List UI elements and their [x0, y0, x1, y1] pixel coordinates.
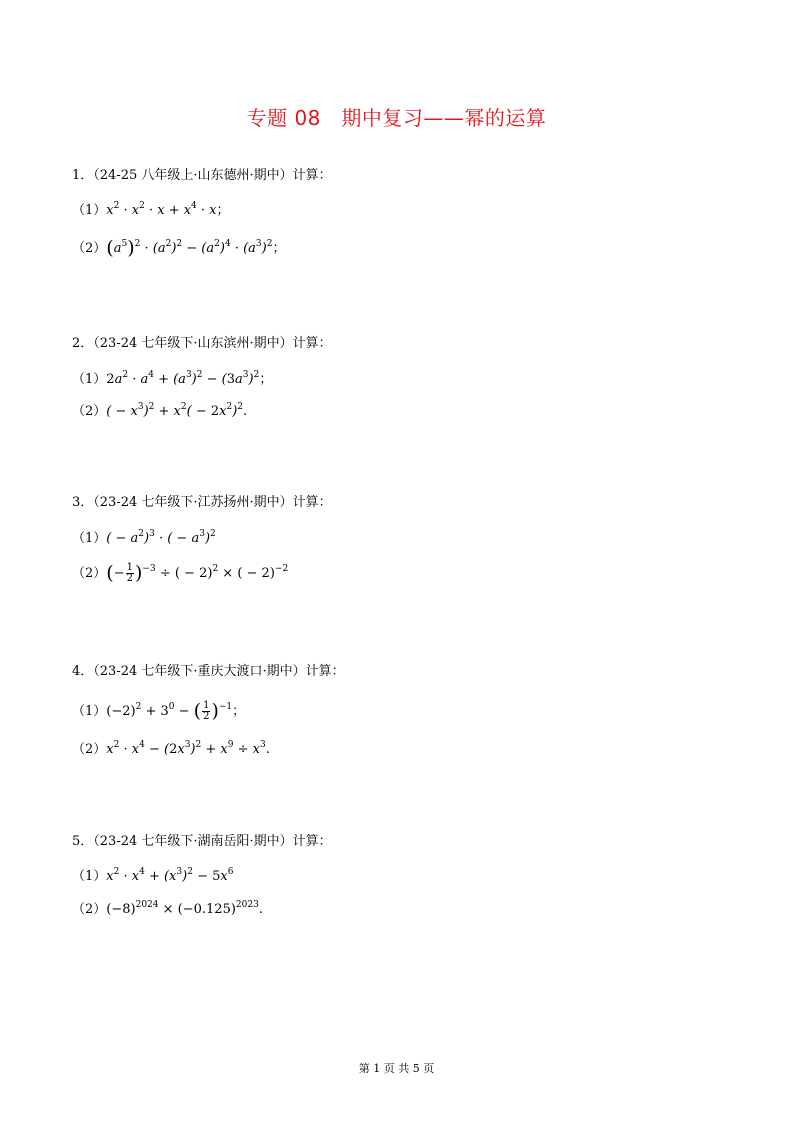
question-2-part-2: $(2)( - x^3)^2 + x^2( - 2x^2)^2$. — [72, 402, 248, 419]
part-label: （1） — [72, 372, 107, 387]
question-2-part-1: $(1)2a^2 \cdot a^4 + (a^3)^2 - (3a^3)^2$； — [72, 370, 273, 387]
question-3-part-1 — [72, 527, 216, 546]
part-label: （1） — [72, 531, 107, 546]
question-4-header: 4．（23-24 七年级下·重庆大渡口·期中）计算： — [72, 664, 345, 679]
part-label: （2） — [72, 742, 107, 757]
formula: ( − $x^3)^2 + x^2( - 2x^2)^2$ — [106, 402, 244, 419]
page-title: 专题 08 期中复习——幂的运算 — [246, 106, 547, 130]
formula: $(a^5)^2 \cdot (a^2)^2 - (a^2)^4 \cdot (a^3)^2$ — [106, 237, 273, 259]
part-label: （2） — [72, 241, 107, 256]
formula: $x^2 \cdot x^4 + (x^3)^2 - 5x^6$ — [106, 867, 234, 884]
formula: (− $\frac{1}{2}$ )$^{-3}$ ÷ ( − 2)$^2$ × ( − 2)$^{-2}$ — [106, 562, 289, 584]
question-3-header: 3．（23-24 七年级下·江苏扬州·期中）计算： — [72, 495, 332, 510]
formula: $2a^2 \cdot a^4 + (a^3)^2 - (3a^3)^2$ — [106, 370, 260, 387]
question-5-part-2: $(2)(-8)^{2024} \times (-0.125)^{2023}$. — [72, 900, 263, 917]
formula: $(-2)^2 + 3^0$ − ( $\frac{1}{2}$ )$^{-1}$ — [106, 700, 233, 722]
question-5-part-1 — [72, 865, 233, 884]
question-1-header: 1．（24-25 八年级上·山东德州·期中）计算： — [72, 168, 332, 183]
question-1-part-2: $(2)(a^5)^2 \cdot (a^2)^2 - (a^2)^4 \cdot (a^3)^2$； — [72, 237, 286, 259]
part-label: （2） — [72, 566, 107, 581]
part-label: （1） — [72, 203, 107, 218]
page-footer: 第 1 页 共 5 页 — [358, 1062, 435, 1075]
question-5-header: 5．（23-24 七年级下·湖南岳阳·期中）计算： — [72, 834, 332, 849]
part-label: （1） — [72, 704, 107, 719]
formula: ( − $a^2)^3$ · ( − $a^3)^2$ — [106, 529, 216, 546]
formula: $x^2 \cdot x^4 - (2x^3)^2 + x^9 \div x^3$ — [106, 740, 266, 757]
formula: $x^2 \cdot x^2 \cdot x + x^4 \cdot x$ — [106, 201, 217, 218]
question-3-part-2 — [72, 562, 288, 584]
part-label: （1） — [72, 869, 107, 884]
question-2-header: 2．（23-24 七年级下·山东滨州·期中）计算： — [72, 336, 332, 351]
formula: $(-8)^{2024} \times (-0.125)^{2023}$ — [106, 900, 259, 917]
question-4-part-1: $(1)(-2)^2 + 3^0$ − ( $\frac{1}{2}$ )$^{-1}$； — [72, 700, 246, 722]
part-label: （2） — [72, 902, 107, 917]
part-label: （2） — [72, 404, 107, 419]
question-1-part-1: $(1)x^2 \cdot x^2 \cdot x + x^4 \cdot x$； — [72, 201, 230, 218]
question-4-part-2: $(2)x^2 \cdot x^4 - (2x^3)^2 + x^9 \div x^3$. — [72, 740, 270, 757]
